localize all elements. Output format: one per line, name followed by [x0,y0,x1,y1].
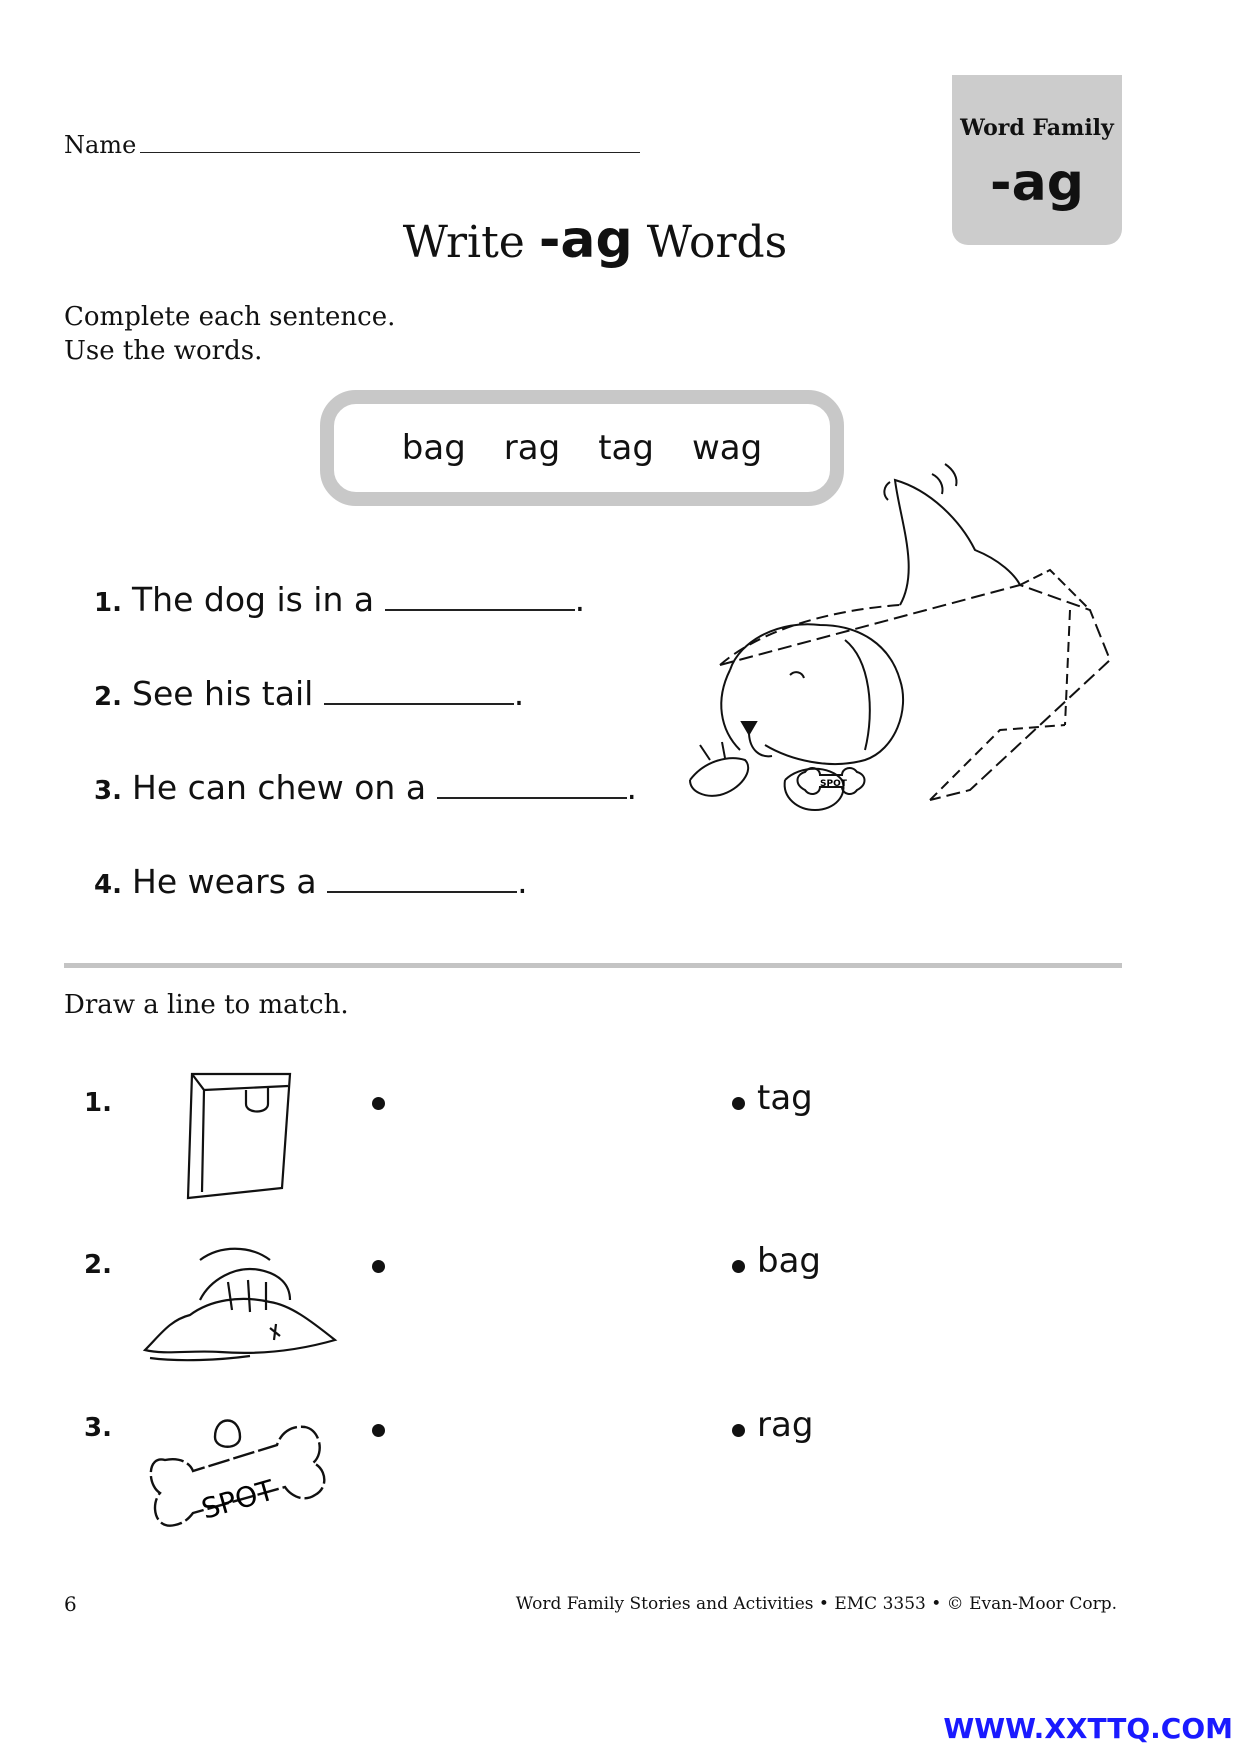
answer-blank[interactable] [327,863,517,893]
sentence-text: The dog is in a [132,580,385,619]
title-family: -ag [538,210,633,270]
dog-in-bag-illustration [670,460,1130,870]
match-number: 3. [84,1413,112,1443]
match-word: bag [757,1241,821,1281]
word-bank-item: tag [598,428,654,468]
sentence-number: 1. [94,588,122,618]
sentence-4 [82,862,528,901]
footer-credit: Word Family Stories and Activities • EMC 3353 • © Evan-Moor Corp. [515,1594,1117,1614]
right-match-dot[interactable] [732,1424,745,1437]
badge-family: -ag [990,153,1084,213]
sentence-2 [82,674,524,713]
left-match-dot[interactable] [372,1260,385,1273]
right-match-dot[interactable] [732,1260,745,1273]
name-label: Name [64,131,137,159]
word-bank-item: bag [401,428,466,468]
title-before: Write [402,217,539,268]
sentence-3 [82,768,637,807]
name-field[interactable] [64,130,640,159]
sentence-number: 4. [94,870,122,900]
sentence-end: . [517,862,528,901]
match-instruction: Draw a line to match. [64,990,349,1020]
dog-tag-icon [145,1395,335,1545]
left-match-dot[interactable] [372,1097,385,1110]
word-bank-item: rag [503,428,561,468]
sentence-end: . [626,768,638,807]
badge-label: Word Family [960,115,1114,141]
answer-blank[interactable] [437,769,627,799]
match-number: 2. [84,1250,112,1280]
answer-blank[interactable] [385,581,575,611]
sentence-number: 2. [94,682,122,712]
page-title [0,210,1190,270]
match-word: tag [757,1078,813,1118]
word-bank-item: wag [691,428,763,468]
left-match-dot[interactable] [372,1424,385,1437]
title-after: Words [632,217,788,268]
page-number: 6 [64,1592,77,1616]
sentence-number: 3. [94,776,122,806]
instruction-line-2: Use the words. [64,336,263,366]
watermark: WWW.XXTTQ.COM [943,1712,1233,1745]
name-line [140,130,640,153]
sentence-text: He can chew on a [132,768,437,807]
answer-blank[interactable] [324,675,514,705]
match-word: rag [757,1405,814,1445]
section-divider [64,963,1122,968]
right-match-dot[interactable] [732,1097,745,1110]
sentence-end: . [574,580,586,619]
sentence-text: See his tail [132,674,324,713]
dog-tag-text: SPOT [820,779,847,789]
rag-icon [140,1240,340,1370]
sentence-1 [82,580,585,619]
sentence-end: . [513,674,525,713]
instruction-line-1: Complete each sentence. [64,302,396,332]
sentence-text: He wears a [132,862,328,901]
dog-tag-icon-text: SPOT [197,1473,278,1526]
bag-icon [178,1068,298,1204]
match-number: 1. [84,1088,112,1118]
